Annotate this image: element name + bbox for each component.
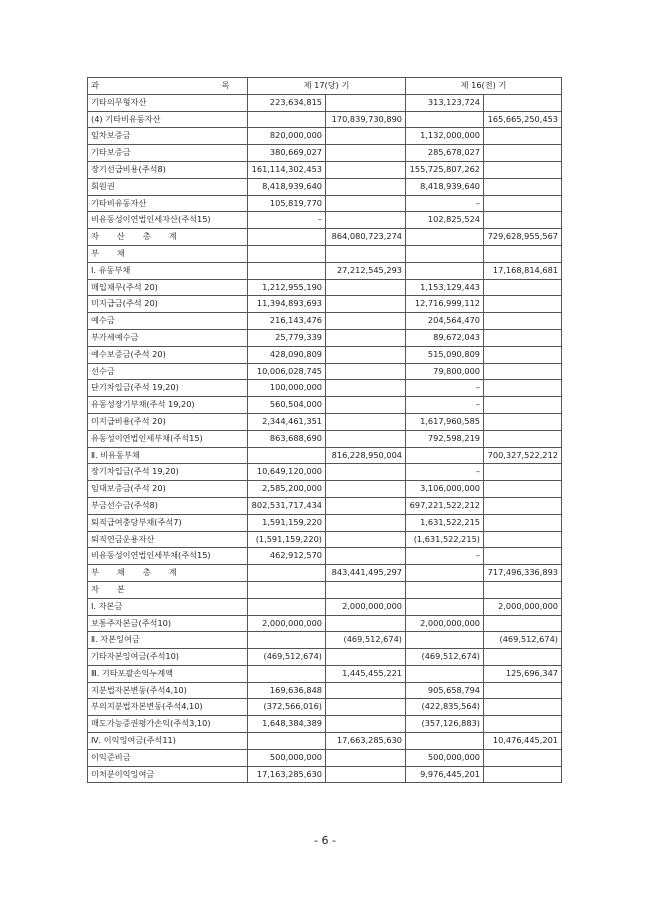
current-total-cell: 170,839,730,890: [326, 111, 406, 128]
account-cell: 부의지분법자본변동(주석4,10): [88, 699, 248, 716]
current-total-cell: [326, 649, 406, 666]
account-cell: 임차보증금: [88, 128, 248, 145]
account-cell: 매도가능증권평가손익(주석3,10): [88, 716, 248, 733]
account-cell: 미지급금(주석 20): [88, 296, 248, 313]
current-total-cell: [326, 464, 406, 481]
prior-total-cell: [484, 531, 562, 548]
table-row: [88, 397, 562, 414]
account-cell: 이익준비금: [88, 749, 248, 766]
prior-total-cell: [484, 430, 562, 447]
prior-total-cell: 165,665,250,453: [484, 111, 562, 128]
current-detail-cell: 1,648,384,389: [248, 716, 326, 733]
account-cell: 비유동성이연법인세자산(주석15): [88, 212, 248, 229]
current-total-cell: [326, 481, 406, 498]
current-total-cell: [326, 94, 406, 111]
prior-total-cell: [484, 514, 562, 531]
table-row: [88, 161, 562, 178]
table-row: [88, 699, 562, 716]
prior-detail-cell: [406, 665, 484, 682]
table-row: [88, 565, 562, 582]
balance-sheet-table: [87, 77, 562, 783]
prior-detail-cell: 12,716,999,112: [406, 296, 484, 313]
prior-total-cell: 125,696,347: [484, 665, 562, 682]
table-row: [88, 296, 562, 313]
prior-detail-cell: 905,658,794: [406, 682, 484, 699]
table-row: [88, 94, 562, 111]
account-cell: 선수금: [88, 363, 248, 380]
header-current-period: 제 17(당) 기: [248, 78, 406, 95]
current-detail-cell: 10,649,120,000: [248, 464, 326, 481]
prior-total-cell: [484, 548, 562, 565]
current-total-cell: 17,663,285,630: [326, 733, 406, 750]
current-detail-cell: 216,143,476: [248, 313, 326, 330]
table-row: [88, 430, 562, 447]
prior-total-cell: [484, 195, 562, 212]
table-row: [88, 548, 562, 565]
current-total-cell: [326, 363, 406, 380]
current-total-cell: 864,080,723,274: [326, 229, 406, 246]
current-detail-cell: 462,912,570: [248, 548, 326, 565]
account-cell: Ⅰ. 자본금: [88, 598, 248, 615]
account-cell: 자본: [88, 581, 248, 598]
prior-total-cell: [484, 581, 562, 598]
prior-total-cell: [484, 464, 562, 481]
prior-detail-cell: [406, 262, 484, 279]
current-total-cell: [326, 766, 406, 783]
current-detail-cell: 161,114,302,453: [248, 161, 326, 178]
prior-detail-cell: 500,000,000: [406, 749, 484, 766]
prior-total-cell: [484, 245, 562, 262]
current-detail-cell: –: [248, 212, 326, 229]
account-cell: 예수보증금(주석 20): [88, 346, 248, 363]
prior-total-cell: 10,476,445,201: [484, 733, 562, 750]
table-row: [88, 279, 562, 296]
current-detail-cell: 8,418,939,640: [248, 178, 326, 195]
current-total-cell: [326, 682, 406, 699]
current-detail-cell: 105,819,770: [248, 195, 326, 212]
prior-detail-cell: [406, 245, 484, 262]
prior-detail-cell: [406, 229, 484, 246]
current-detail-cell: [248, 632, 326, 649]
current-detail-cell: 863,688,690: [248, 430, 326, 447]
prior-detail-cell: 204,564,470: [406, 313, 484, 330]
table-row: [88, 766, 562, 783]
account-cell: 단기차입금(주석 19,20): [88, 380, 248, 397]
current-total-cell: [326, 178, 406, 195]
account-cell: Ⅰ. 유동부채: [88, 262, 248, 279]
prior-detail-cell: –: [406, 195, 484, 212]
current-detail-cell: [248, 111, 326, 128]
current-detail-cell: 560,504,000: [248, 397, 326, 414]
current-total-cell: [326, 413, 406, 430]
table-row: [88, 195, 562, 212]
current-detail-cell: 17,163,285,630: [248, 766, 326, 783]
prior-detail-cell: [406, 632, 484, 649]
prior-detail-cell: [406, 598, 484, 615]
prior-detail-cell: (357,126,883): [406, 716, 484, 733]
current-total-cell: [326, 245, 406, 262]
table-row: [88, 363, 562, 380]
table-row: [88, 682, 562, 699]
account-cell: 예수금: [88, 313, 248, 330]
account-cell: Ⅲ. 기타포괄손익누계액: [88, 665, 248, 682]
current-total-cell: 2,000,000,000: [326, 598, 406, 615]
table-row: [88, 464, 562, 481]
table-header-row: [88, 78, 562, 95]
current-detail-cell: [248, 245, 326, 262]
prior-detail-cell: 313,123,724: [406, 94, 484, 111]
current-total-cell: [326, 128, 406, 145]
current-total-cell: [326, 145, 406, 162]
prior-detail-cell: 89,672,043: [406, 329, 484, 346]
current-total-cell: [326, 615, 406, 632]
current-total-cell: [326, 195, 406, 212]
prior-total-cell: [484, 279, 562, 296]
account-cell: 장기선급비용(주석8): [88, 161, 248, 178]
account-cell: 자산총계: [88, 229, 248, 246]
current-detail-cell: [248, 565, 326, 582]
prior-total-cell: [484, 497, 562, 514]
prior-detail-cell: (422,835,564): [406, 699, 484, 716]
current-detail-cell: 500,000,000: [248, 749, 326, 766]
prior-detail-cell: 792,598,219: [406, 430, 484, 447]
current-detail-cell: [248, 262, 326, 279]
current-total-cell: (469,512,674): [326, 632, 406, 649]
current-detail-cell: 2,344,461,351: [248, 413, 326, 430]
prior-total-cell: [484, 296, 562, 313]
prior-detail-cell: [406, 733, 484, 750]
account-cell: 퇴직급여충당부채(주석7): [88, 514, 248, 531]
account-cell: 매입채무(주석 20): [88, 279, 248, 296]
prior-detail-cell: 697,221,522,212: [406, 497, 484, 514]
current-detail-cell: 25,779,339: [248, 329, 326, 346]
prior-total-cell: [484, 481, 562, 498]
current-total-cell: [326, 749, 406, 766]
page-number: - 6 -: [314, 834, 336, 847]
prior-detail-cell: 2,000,000,000: [406, 615, 484, 632]
table-row: [88, 481, 562, 498]
prior-detail-cell: 79,800,000: [406, 363, 484, 380]
prior-total-cell: [484, 178, 562, 195]
current-detail-cell: 428,090,809: [248, 346, 326, 363]
current-detail-cell: 169,636,848: [248, 682, 326, 699]
current-detail-cell: [248, 581, 326, 598]
prior-detail-cell: 1,617,960,585: [406, 413, 484, 430]
table-row: [88, 598, 562, 615]
current-total-cell: [326, 329, 406, 346]
prior-total-cell: (469,512,674): [484, 632, 562, 649]
account-cell: 부가세예수금: [88, 329, 248, 346]
account-cell: 기타의무형자산: [88, 94, 248, 111]
account-cell: 퇴직연금운용자산: [88, 531, 248, 548]
account-cell: Ⅳ. 이익잉여금(주석11): [88, 733, 248, 750]
prior-total-cell: 2,000,000,000: [484, 598, 562, 615]
account-cell: 기타비유동자산: [88, 195, 248, 212]
prior-total-cell: [484, 94, 562, 111]
prior-detail-cell: [406, 565, 484, 582]
current-total-cell: [326, 346, 406, 363]
prior-total-cell: [484, 313, 562, 330]
prior-detail-cell: (1,631,522,215): [406, 531, 484, 548]
table-row: [88, 632, 562, 649]
table-row: [88, 262, 562, 279]
header-account: 과 목: [88, 78, 248, 95]
current-total-cell: [326, 497, 406, 514]
current-total-cell: [326, 531, 406, 548]
prior-total-cell: [484, 161, 562, 178]
prior-total-cell: 717,496,336,893: [484, 565, 562, 582]
current-detail-cell: [248, 665, 326, 682]
account-cell: 미지급비용(주석 20): [88, 413, 248, 430]
prior-total-cell: [484, 329, 562, 346]
prior-detail-cell: 1,132,000,000: [406, 128, 484, 145]
prior-total-cell: [484, 397, 562, 414]
prior-detail-cell: –: [406, 397, 484, 414]
prior-total-cell: [484, 682, 562, 699]
table-row: [88, 716, 562, 733]
current-total-cell: 27,212,545,293: [326, 262, 406, 279]
current-detail-cell: 1,591,159,220: [248, 514, 326, 531]
current-detail-cell: 11,394,893,693: [248, 296, 326, 313]
table-row: [88, 212, 562, 229]
current-detail-cell: [248, 733, 326, 750]
current-detail-cell: (372,566,016): [248, 699, 326, 716]
prior-detail-cell: 515,090,809: [406, 346, 484, 363]
current-total-cell: [326, 380, 406, 397]
account-cell: Ⅱ. 비유동부채: [88, 447, 248, 464]
prior-total-cell: [484, 346, 562, 363]
prior-total-cell: [484, 699, 562, 716]
table-body: [88, 94, 562, 783]
table-row: [88, 497, 562, 514]
account-cell: 부채: [88, 245, 248, 262]
current-detail-cell: 2,000,000,000: [248, 615, 326, 632]
table-row: [88, 531, 562, 548]
current-total-cell: [326, 430, 406, 447]
prior-detail-cell: 285,678,027: [406, 145, 484, 162]
table-row: [88, 615, 562, 632]
table-row: [88, 380, 562, 397]
current-detail-cell: 820,000,000: [248, 128, 326, 145]
prior-detail-cell: 1,631,522,215: [406, 514, 484, 531]
current-total-cell: [326, 161, 406, 178]
table-row: [88, 413, 562, 430]
current-detail-cell: 380,669,027: [248, 145, 326, 162]
current-detail-cell: [248, 598, 326, 615]
account-cell: 유동성이연법인세부채(주석15): [88, 430, 248, 447]
current-detail-cell: 223,634,815: [248, 94, 326, 111]
current-detail-cell: 100,000,000: [248, 380, 326, 397]
account-cell: 장기차입금(주석 19,20): [88, 464, 248, 481]
current-total-cell: [326, 279, 406, 296]
prior-total-cell: [484, 212, 562, 229]
table-row: [88, 447, 562, 464]
prior-detail-cell: [406, 111, 484, 128]
account-cell: 회원권: [88, 178, 248, 195]
current-detail-cell: 1,212,955,190: [248, 279, 326, 296]
account-cell: (4) 기타비유동자산: [88, 111, 248, 128]
prior-total-cell: [484, 649, 562, 666]
current-total-cell: [326, 548, 406, 565]
table-row: [88, 178, 562, 195]
prior-detail-cell: 8,418,939,640: [406, 178, 484, 195]
account-cell: 부채총계: [88, 565, 248, 582]
prior-detail-cell: (469,512,674): [406, 649, 484, 666]
account-cell: Ⅱ. 자본잉여금: [88, 632, 248, 649]
table-row: [88, 514, 562, 531]
prior-detail-cell: [406, 581, 484, 598]
table-row: [88, 245, 562, 262]
current-total-cell: [326, 699, 406, 716]
current-total-cell: [326, 514, 406, 531]
header-prior-period: 제 16(전) 기: [406, 78, 562, 95]
current-detail-cell: 10,006,028,745: [248, 363, 326, 380]
current-detail-cell: 802,531,717,434: [248, 497, 326, 514]
table-row: [88, 749, 562, 766]
table-row: [88, 111, 562, 128]
account-cell: 기타보증금: [88, 145, 248, 162]
table-row: [88, 649, 562, 666]
table-row: [88, 145, 562, 162]
current-total-cell: 843,441,495,297: [326, 565, 406, 582]
prior-detail-cell: 1,153,129,443: [406, 279, 484, 296]
prior-total-cell: [484, 145, 562, 162]
prior-detail-cell: –: [406, 548, 484, 565]
prior-total-cell: [484, 615, 562, 632]
current-total-cell: [326, 581, 406, 598]
table-row: [88, 229, 562, 246]
current-total-cell: 1,445,455,221: [326, 665, 406, 682]
account-cell: 임대보증금(주석 20): [88, 481, 248, 498]
table-row: [88, 313, 562, 330]
table-row: [88, 733, 562, 750]
table-row: [88, 346, 562, 363]
prior-total-cell: 17,168,814,681: [484, 262, 562, 279]
current-detail-cell: [248, 229, 326, 246]
prior-total-cell: [484, 380, 562, 397]
current-detail-cell: (469,512,674): [248, 649, 326, 666]
current-total-cell: [326, 296, 406, 313]
current-detail-cell: 2,585,200,000: [248, 481, 326, 498]
prior-detail-cell: 9,976,445,201: [406, 766, 484, 783]
current-total-cell: [326, 716, 406, 733]
prior-total-cell: [484, 413, 562, 430]
current-total-cell: [326, 313, 406, 330]
table-row: [88, 329, 562, 346]
prior-total-cell: [484, 749, 562, 766]
table-row: [88, 665, 562, 682]
prior-total-cell: 700,327,522,212: [484, 447, 562, 464]
account-cell: 유동성장기부채(주석 19,20): [88, 397, 248, 414]
account-cell: 미처분이익잉여금: [88, 766, 248, 783]
prior-detail-cell: 3,106,000,000: [406, 481, 484, 498]
prior-detail-cell: –: [406, 464, 484, 481]
prior-total-cell: 729,628,955,567: [484, 229, 562, 246]
current-total-cell: [326, 212, 406, 229]
current-total-cell: 816,228,950,004: [326, 447, 406, 464]
prior-total-cell: [484, 128, 562, 145]
prior-detail-cell: –: [406, 380, 484, 397]
account-cell: 비유동성이연법인세부채(주석15): [88, 548, 248, 565]
prior-total-cell: [484, 716, 562, 733]
current-detail-cell: [248, 447, 326, 464]
table-row: [88, 128, 562, 145]
prior-detail-cell: 102,825,524: [406, 212, 484, 229]
prior-total-cell: [484, 363, 562, 380]
account-cell: 보통주자본금(주석10): [88, 615, 248, 632]
prior-detail-cell: 155,725,807,262: [406, 161, 484, 178]
current-total-cell: [326, 397, 406, 414]
current-detail-cell: (1,591,159,220): [248, 531, 326, 548]
prior-total-cell: [484, 766, 562, 783]
account-cell: 지분법자본변동(주석4,10): [88, 682, 248, 699]
account-cell: 기타자본잉여금(주석10): [88, 649, 248, 666]
account-cell: 부금선수금(주석8): [88, 497, 248, 514]
prior-detail-cell: [406, 447, 484, 464]
table-row: [88, 581, 562, 598]
